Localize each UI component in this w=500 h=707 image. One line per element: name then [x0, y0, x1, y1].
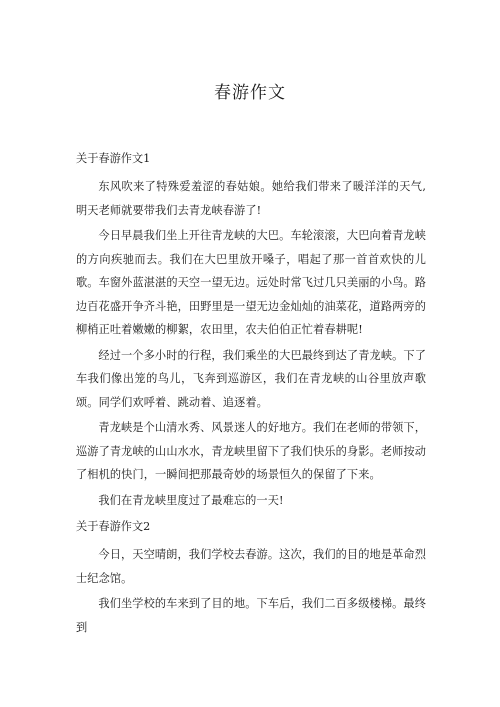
paragraph: 今日早晨我们坐上开往青龙峡的大巴。车轮滚滚，大巴向着青龙峡的方向疾驰而去。我们在大巴里放开嗓子，唱起了那一首首欢快的儿歌。车窗外蓝湛湛的天空一望无边。远处时常飞过几只美丽的小鸟。路边百花盛开争齐斗艳，田野里是一望无边金灿灿的油菜花，道路两旁的柳梢正吐着嫩嫩的柳絮，农田里，农夫伯伯正忙着春耕呢!	[76, 229, 426, 336]
paragraph: 青龙峡是个山清水秀、风景迷人的好地方。我们在老师的带领下，巡游了青龙峡的山山水水，青龙峡里留下了我们快乐的身影。老师按动了相机的快门，一瞬间把那最奇妙的场景恒久的保留了下来。	[76, 421, 426, 481]
page-title: 春游作文	[214, 83, 286, 103]
document-body	[76, 148, 426, 641]
paragraph: 我们坐学校的车来到了目的地。下车后，我们二百多级楼梯。最终到	[76, 597, 426, 634]
paragraph: 我们在青龙峡里度过了最难忘的一天!	[98, 493, 284, 507]
paragraph: 东风吹来了特殊爱羞涩的春姑娘。她给我们带来了暖洋洋的天气,明天老师就要带我们去青龙峡春游了!	[76, 180, 426, 217]
section-heading: 关于春游作文1	[76, 152, 151, 165]
paragraph: 经过一个多小时的行程，我们乘坐的大巴最终到达了青龙峡。下了车我们像出笼的鸟儿，飞奔到巡游区，我们在青龙峡的山谷里放声歌颂。同学们欢呼着、跳动着、追逐着。	[76, 348, 426, 409]
section-heading: 关于春游作文2	[76, 520, 151, 533]
paragraph: 今日，天空晴朗，我们学校去春游。这次，我们的目的地是革命烈士纪念馆。	[76, 548, 426, 585]
